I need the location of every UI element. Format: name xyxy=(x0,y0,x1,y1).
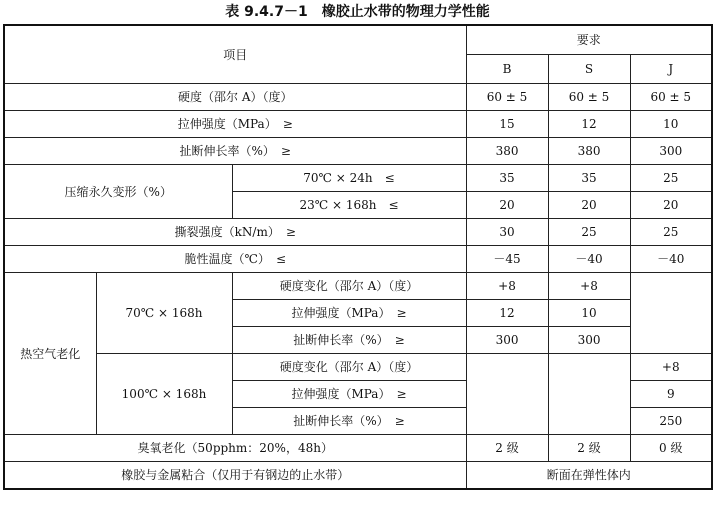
condition-label: 70℃ × 168h xyxy=(96,273,232,354)
table-row xyxy=(4,111,712,138)
cell-value: 30 xyxy=(466,219,548,246)
cell-value: 20 xyxy=(548,192,630,219)
row-label: 橡胶与金属粘合（仅用于有钢边的止水带） xyxy=(4,462,466,490)
cell-value: 380 xyxy=(548,138,630,165)
table-row xyxy=(4,462,712,490)
cell-empty xyxy=(548,354,630,435)
row-label: 扯断伸长率（%） ≥ xyxy=(4,138,466,165)
cell-value: 380 xyxy=(466,138,548,165)
row-label: 脆性温度（℃） ≤ xyxy=(4,246,466,273)
cell-value: 0 级 xyxy=(630,435,712,462)
row-label: 臭氧老化（50pphm：20%，48h） xyxy=(4,435,466,462)
cell-value: 250 xyxy=(630,408,712,435)
cell-value: 15 xyxy=(466,111,548,138)
header-col-j: J xyxy=(630,55,712,84)
table-row xyxy=(4,219,712,246)
cell-value: 300 xyxy=(630,138,712,165)
table-row xyxy=(4,165,712,192)
cell-value: 12 xyxy=(548,111,630,138)
cell-value: －40 xyxy=(630,246,712,273)
cell-value: 10 xyxy=(548,300,630,327)
header-col-b: B xyxy=(466,55,548,84)
condition-label: 100℃ × 168h xyxy=(96,354,232,435)
sub-label: 扯断伸长率（%） ≥ xyxy=(232,408,466,435)
row-label: 压缩永久变形（%） xyxy=(4,165,232,219)
sub-label: 拉伸强度（MPa） ≥ xyxy=(232,381,466,408)
table-row xyxy=(4,84,712,111)
row-label: 拉伸强度（MPa） ≥ xyxy=(4,111,466,138)
cell-value: +8 xyxy=(466,273,548,300)
cell-value: 300 xyxy=(548,327,630,354)
row-label: 硬度（邵尔 A）（度） xyxy=(4,84,466,111)
cell-value: 60 ± 5 xyxy=(466,84,548,111)
cell-value: 25 xyxy=(630,219,712,246)
cell-value: 60 ± 5 xyxy=(548,84,630,111)
cell-value: +8 xyxy=(630,354,712,381)
cell-value: 2 级 xyxy=(466,435,548,462)
cell-value: 断面在弹性体内 xyxy=(466,462,712,490)
header-col-s: S xyxy=(548,55,630,84)
table-row xyxy=(4,435,712,462)
cell-value: 25 xyxy=(548,219,630,246)
cell-empty xyxy=(466,354,548,435)
cell-value: 10 xyxy=(630,111,712,138)
table-title: 表 9.4.7－1 橡胶止水带的物理力学性能 xyxy=(225,4,490,20)
cell-value: 300 xyxy=(466,327,548,354)
sub-label: 硬度变化（邵尔 A）（度） xyxy=(232,273,466,300)
sub-label: 70℃ × 24h ≤ xyxy=(232,165,466,192)
cell-value: 2 级 xyxy=(548,435,630,462)
cell-value: 20 xyxy=(630,192,712,219)
row-label: 撕裂强度（kN/m） ≥ xyxy=(4,219,466,246)
cell-value: 35 xyxy=(548,165,630,192)
cell-value: －45 xyxy=(466,246,548,273)
table-row xyxy=(4,273,712,300)
cell-value: +8 xyxy=(548,273,630,300)
table-row xyxy=(4,246,712,273)
table-row xyxy=(4,354,712,381)
sub-label: 硬度变化（邵尔 A）（度） xyxy=(232,354,466,381)
sub-label: 23℃ × 168h ≤ xyxy=(232,192,466,219)
cell-value: 35 xyxy=(466,165,548,192)
cell-value: 20 xyxy=(466,192,548,219)
header-row xyxy=(4,25,712,55)
row-label: 热空气老化 xyxy=(4,273,96,435)
properties-table xyxy=(3,24,713,490)
header-requirement: 要求 xyxy=(466,25,712,55)
cell-value: －40 xyxy=(548,246,630,273)
cell-empty xyxy=(630,273,712,354)
table-row xyxy=(4,138,712,165)
cell-value: 12 xyxy=(466,300,548,327)
cell-value: 9 xyxy=(630,381,712,408)
sub-label: 拉伸强度（MPa） ≥ xyxy=(232,300,466,327)
header-item: 项目 xyxy=(4,25,466,84)
sub-label: 扯断伸长率（%） ≥ xyxy=(232,327,466,354)
cell-value: 25 xyxy=(630,165,712,192)
cell-value: 60 ± 5 xyxy=(630,84,712,111)
